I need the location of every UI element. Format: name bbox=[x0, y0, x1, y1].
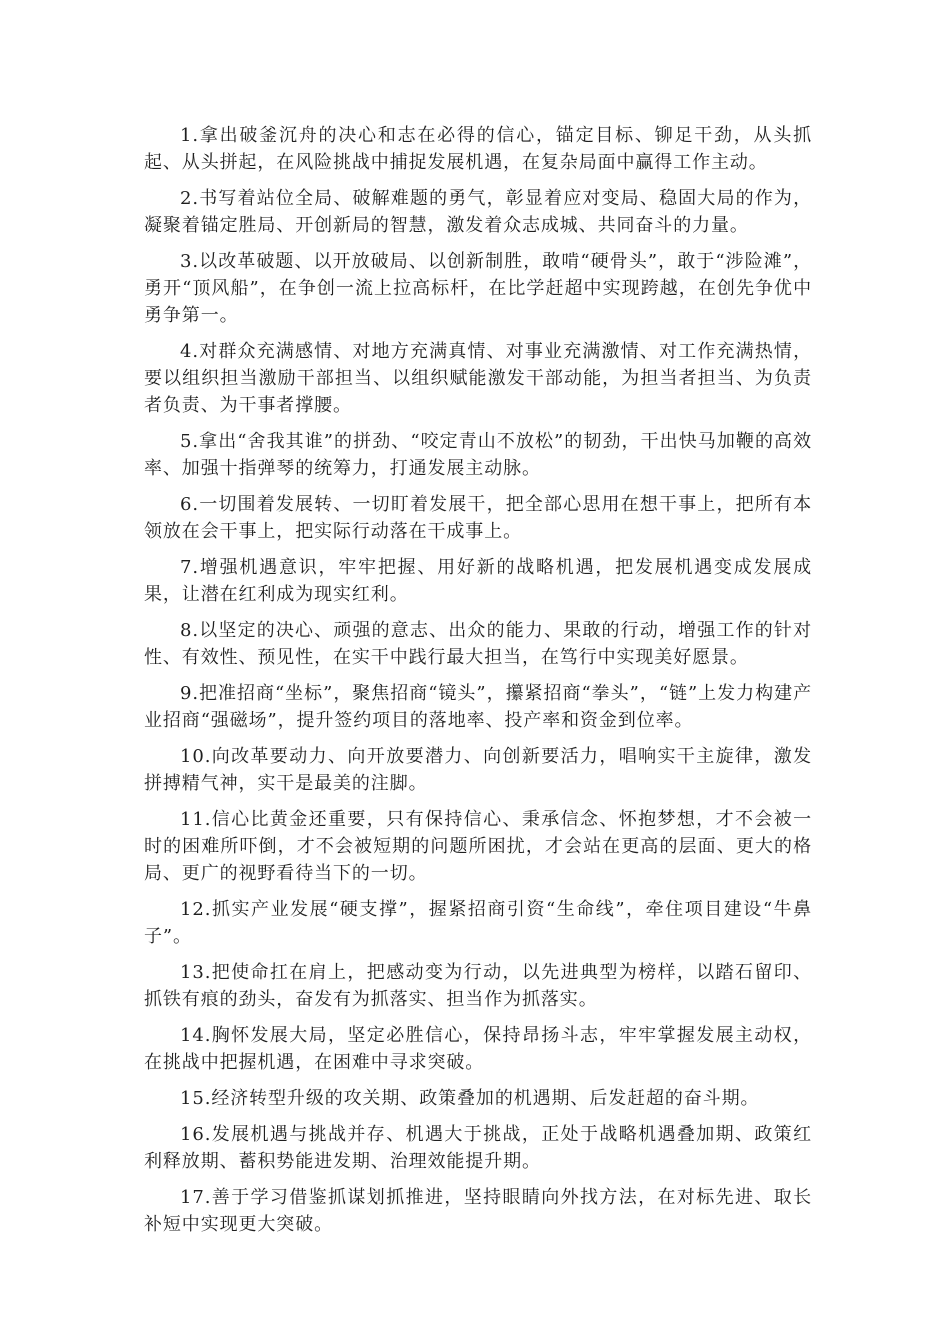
paragraph-9: 9.把准招商“坐标”，聚焦招商“镜头”，攥紧招商“拳头”，“链”上发力构建产业招商“强磁场”，提升签约项目的落地率、投产率和资金到位率。 bbox=[144, 683, 812, 731]
paragraph-12: 12.抓实产业发展“硬支撑”，握紧招商引资“生命线”，牵住项目建设“牛鼻子”。 bbox=[144, 899, 812, 947]
paragraph-3: 3.以改革破题、以开放破局、以创新制胜，敢啃“硬骨头”，敢于“涉险滩”，勇开“顶风船”，在争创一流上拉高标杆，在比学赶超中实现跨越，在创先争优中勇争第一。 bbox=[144, 251, 812, 326]
paragraph-7: 7.增强机遇意识，牢牢把握、用好新的战略机遇，把发展机遇变成发展成果，让潜在红利成为现实红利。 bbox=[144, 557, 812, 605]
paragraph-11: 11.信心比黄金还重要，只有保持信心、秉承信念、怀抱梦想，才不会被一时的困难所吓倒，才不会被短期的问题所困扰，才会站在更高的层面、更大的格局、更广的视野看待当下的一切。 bbox=[144, 809, 812, 884]
paragraph-1: 1.拿出破釜沉舟的决心和志在必得的信心，锚定目标、铆足干劲，从头抓起、从头拼起，在风险挑战中捕捉发展机遇，在复杂局面中赢得工作主动。 bbox=[144, 125, 812, 173]
paragraph-2: 2.书写着站位全局、破解难题的勇气，彰显着应对变局、稳固大局的作为，凝聚着锚定胜局、开创新局的智慧，激发着众志成城、共同奋斗的力量。 bbox=[144, 188, 812, 236]
paragraph-6: 6.一切围着发展转、一切盯着发展干，把全部心思用在想干事上，把所有本领放在会干事上，把实际行动落在干成事上。 bbox=[144, 494, 812, 542]
paragraph-14: 14.胸怀发展大局，坚定必胜信心，保持昂扬斗志，牢牢掌握发展主动权，在挑战中把握机遇，在困难中寻求突破。 bbox=[144, 1025, 812, 1073]
paragraph-5: 5.拿出“舍我其谁”的拼劲、“咬定青山不放松”的韧劲，干出快马加鞭的高效率、加强十指弹琴的统筹力，打通发展主动脉。 bbox=[144, 431, 812, 479]
paragraph-15: 15.经济转型升级的攻关期、政策叠加的机遇期、后发赶超的奋斗期。 bbox=[180, 1088, 760, 1109]
paragraph-17: 17.善于学习借鉴抓谋划抓推进，坚持眼睛向外找方法，在对标先进、取长补短中实现更大突破。 bbox=[144, 1187, 812, 1235]
paragraph-10: 10.向改革要动力、向开放要潜力、向创新要活力，唱响实干主旋律，激发拼搏精气神，实干是最美的注脚。 bbox=[144, 746, 812, 794]
paragraph-16: 16.发展机遇与挑战并存、机遇大于挑战，正处于战略机遇叠加期、政策红利释放期、蓄积势能进发期、治理效能提升期。 bbox=[144, 1124, 812, 1172]
document-body bbox=[144, 122, 812, 1247]
paragraph-13: 13.把使命扛在肩上，把感动变为行动，以先进典型为榜样，以踏石留印、抓铁有痕的劲头，奋发有为抓落实、担当作为抓落实。 bbox=[144, 962, 812, 1010]
paragraph-8: 8.以坚定的决心、顽强的意志、出众的能力、果敢的行动，增强工作的针对性、有效性、预见性，在实干中践行最大担当，在笃行中实现美好愿景。 bbox=[144, 620, 812, 668]
paragraph-4: 4.对群众充满感情、对地方充满真情、对事业充满激情、对工作充满热情，要以组织担当激励干部担当、以组织赋能激发干部动能，为担当者担当、为负责者负责、为干事者撑腰。 bbox=[144, 341, 812, 416]
